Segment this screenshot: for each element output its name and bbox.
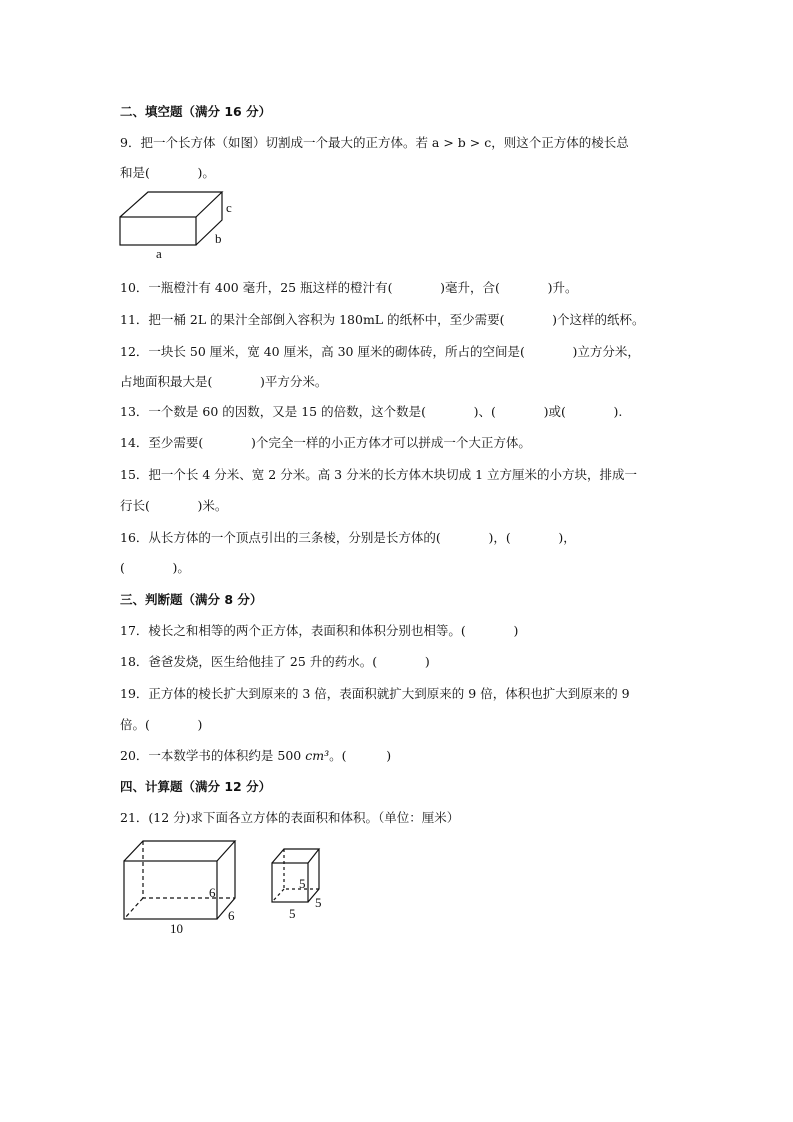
cube-figure-q21 bbox=[272, 849, 319, 902]
question-17: 17．棱长之和相等的两个正方体，表面积和体积分别也相等。( ) bbox=[120, 623, 519, 638]
label-width-6: 6 bbox=[228, 908, 235, 923]
question-14: 14．至少需要( )个完全一样的小正方体才可以拼成一个大正方体。 bbox=[120, 435, 531, 450]
question-13: 13．一个数是 60 的因数，又是 15 的倍数，这个数是( )、( )或( ). bbox=[120, 404, 623, 419]
label-c: c bbox=[226, 200, 232, 215]
label-cube-width: 5 bbox=[315, 895, 322, 910]
question-15-line2: 行长( )米。 bbox=[120, 498, 228, 513]
question-19-line2: 倍。( ) bbox=[120, 717, 203, 732]
question-16-line2: ( )。 bbox=[120, 560, 190, 575]
question-15-line1: 15．把一个长 4 分米、宽 2 分米。高 3 分米的长方体木块切成 1 立方厘米的小方块，排成一 bbox=[120, 467, 638, 482]
question-10: 10．一瓶橙汁有 400 毫升，25 瓶这样的橙汁有( )毫升，合( )升。 bbox=[120, 280, 578, 295]
question-20 bbox=[120, 748, 391, 764]
question-20-text: 20．一本数学书的体积约是 500 bbox=[120, 748, 306, 763]
label-length-10: 10 bbox=[170, 921, 183, 936]
question-21: 21．(12 分)求下面各立方体的表面积和体积。（单位：厘米） bbox=[120, 810, 460, 825]
cuboid-figure-q21 bbox=[124, 841, 235, 919]
question-19-line1: 19．正方体的棱长扩大到原来的 3 倍，表面积就扩大到原来的 9 倍，体积也扩大到原来的 9 bbox=[120, 686, 630, 701]
label-cube-height: 5 bbox=[299, 876, 306, 891]
question-16-line1: 16．从长方体的一个顶点引出的三条棱，分别是长方体的( )，( )， bbox=[120, 530, 576, 545]
cuboid-figure-q9 bbox=[120, 192, 222, 245]
question-11: 11．把一桶 2L 的果汁全部倒入容积为 180mL 的纸杯中，至少需要( )个这样的纸杯。 bbox=[120, 312, 645, 327]
label-height-6: 6 bbox=[209, 885, 216, 900]
section-heading-calc: 四、计算题（满分 12 分） bbox=[120, 779, 272, 794]
label-cube-length: 5 bbox=[289, 906, 296, 921]
label-b: b bbox=[215, 231, 222, 246]
unit-cm3: cm³ bbox=[305, 748, 330, 763]
question-9-line2: 和是( )。 bbox=[120, 165, 215, 180]
question-12-line1: 12．一块长 50 厘米，宽 40 厘米，高 30 厘米的砌体砖，所占的空间是( )立方分米， bbox=[120, 344, 640, 359]
section-heading-judge: 三、判断题（满分 8 分） bbox=[120, 592, 263, 607]
section-heading-fill: 二、填空题（满分 16 分） bbox=[120, 104, 272, 119]
question-18: 18．爸爸发烧，医生给他挂了 25 升的药水。( ) bbox=[120, 654, 430, 669]
label-a: a bbox=[156, 246, 162, 261]
question-9-line1: 9．把一个长方体（如图）切割成一个最大的正方体。若 a > b > c，则这个正方体的棱长总 bbox=[120, 135, 629, 150]
question-20-tail: 。( ) bbox=[329, 748, 392, 763]
question-12-line2: 占地面积最大是( )平方分米。 bbox=[120, 374, 328, 389]
